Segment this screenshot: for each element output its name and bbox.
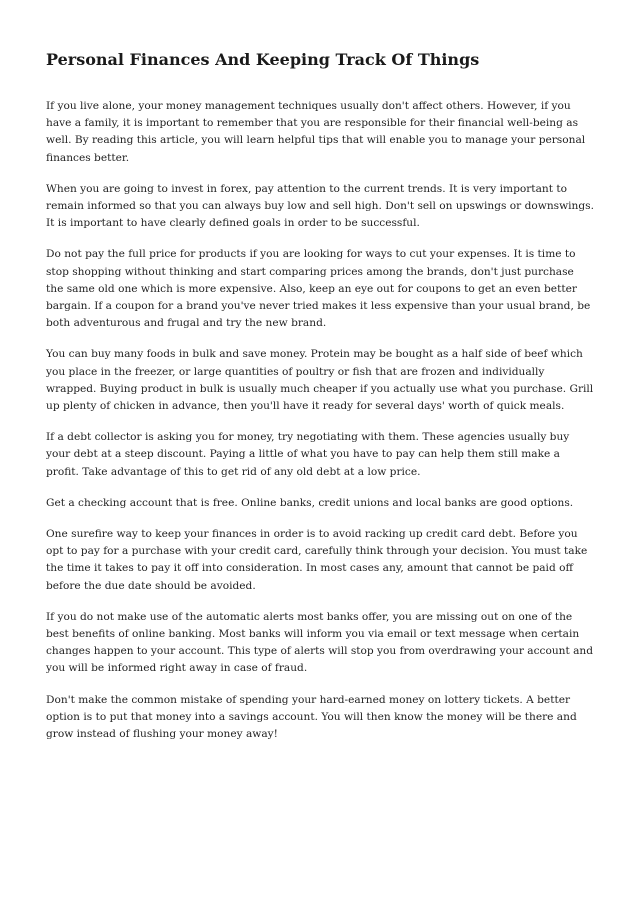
paragraph-debt-collector: If a debt collector is asking you for money, try negotiating with them. These agencies usually buy your debt at a steep discount. Paying a little of what you have to pay can help them still make a profit. Take advantage of this to get rid of any old debt at a low price. [46, 431, 570, 478]
paragraph-credit-card: One surefire way to keep your finances in order is to avoid racking up credit card debt. Before you opt to pay for a purchase with your credit card, carefully think through your decision. You must take the time it takes to pay it off into consideration. In most cases any, amount that cannot be paid off before the due date should be avoided. [46, 528, 588, 592]
paragraph-forex: When you are going to invest in forex, pay attention to the current trends. It is very important to remain informed so that you can always buy low and sell high. Don't sell on upswings or downswings. It is important to have clearly defined goals in order to be successful. [46, 182, 594, 230]
paragraph-intro: If you live alone, your money management techniques usually don't affect others. However, if you have a family, it is important to remember that you are responsible for their financial well-being as well. By reading this article, you will learn helpful tips that will enable you to manage your personal finances better. [46, 100, 586, 164]
paragraph-bulk-food: You can buy many foods in bulk and save money. Protein may be bought as a half side of beef which you place in the freezer, or large quantities of poultry or fish that are frozen and individually wrapped. Buying product in bulk is usually much cheaper if you actually use what you purchase. Grill up plenty of chicken in advance, then you'll have it ready for several days' worth of quick meals. [46, 348, 594, 413]
paragraph-price-comparison: Do not pay the full price for products if you are looking for ways to cut your expenses. It is time to stop shopping without thinking and start comparing prices among the brands, don't just purchase the same old one which is more expensive. Also, keep an eye out for coupons to get an even better bargain. If a coupon for a brand you've never tried makes it less expensive than your usual brand, be both adventurous and frugal and try the new brand. [46, 248, 591, 330]
paragraph-lottery: Don't make the common mistake of spending your hard-earned money on lottery tickets. A better option is to put that money into a savings account. You will then know the money will be there and grow instead of flushing your money away! [46, 693, 577, 741]
document-page [46, 48, 594, 757]
page-title: Personal Finances And Keeping Track Of Things [46, 50, 480, 69]
paragraph-bank-alerts: If you do not make use of the automatic alerts most banks offer, you are missing out on one of the best benefits of online banking. Most banks will inform you via email or text message when certain changes happen to your account. This type of alerts will stop you from overdrawing your account and you will be informed right away in case of fraud. [46, 610, 594, 675]
paragraph-checking-account: Get a checking account that is free. Online banks, credit unions and local banks are good options. [46, 496, 574, 509]
